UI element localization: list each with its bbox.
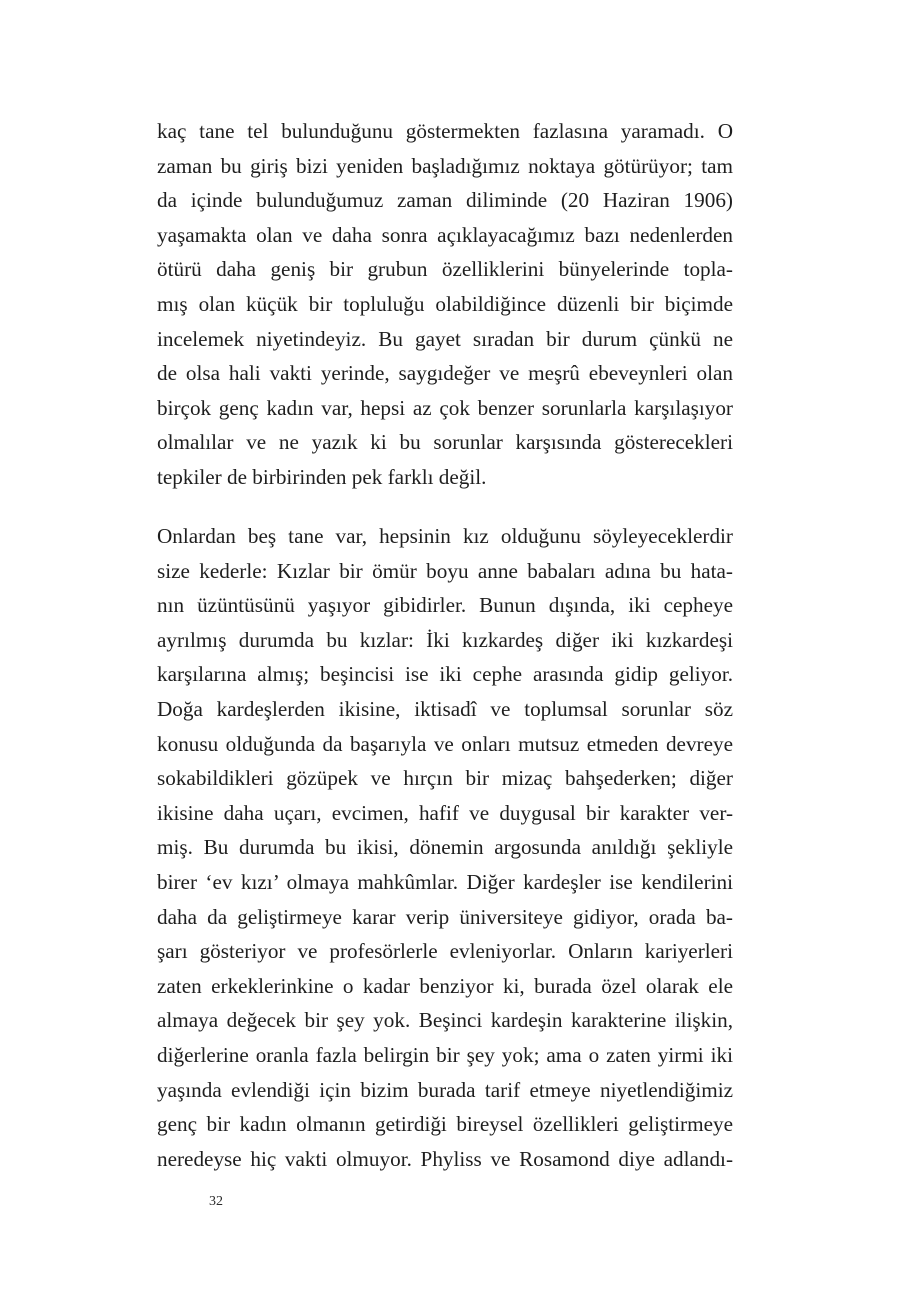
text-line: Doğa kardeşlerden ikisine, iktisadî ve toplumsal sorunlar söz (157, 696, 733, 721)
text-line: zaten erkeklerinkine o kadar benziyor ki, burada özel olarak ele (157, 973, 733, 998)
text-line: karşılarına almış; beşincisi ise iki cephe arasında gidip geliyor. (157, 662, 733, 687)
text-line: şarı gösteriyor ve profesörlerle evleniyorlar. Onların kariyerleri (157, 939, 733, 964)
text-line: yaşında evlendiği için bizim burada tarif etmeye niyetlendiğimiz (157, 1077, 733, 1102)
text-line: tepkiler de birbirinden pek farklı değil. (157, 464, 487, 489)
text-line: de olsa hali vakti yerinde, saygıdeğer ve meşrû ebeveynleri olan (157, 361, 733, 386)
text-line: yaşamakta olan ve daha sonra açıklayacağımız bazı nedenlerden (157, 222, 733, 247)
text-line: genç bir kadın olmanın getirdiği bireysel özellikleri geliştirmeye (157, 1112, 733, 1137)
text-line: daha da geliştirmeye karar verip üniversiteye gidiyor, orada ba- (157, 904, 733, 929)
text-line: ayrılmış durumda bu kızlar: İki kızkardeş diğer iki kızkardeşi (157, 627, 733, 652)
text-line: size kederle: Kızlar bir ömür boyu anne babaları adına bu hata- (157, 558, 733, 583)
paragraph-2 (157, 519, 733, 1176)
text-line: olmalılar ve ne yazık ki bu sorunlar karşısında gösterecekleri (157, 430, 733, 455)
text-line: diğerlerine oranla fazla belirgin bir şey yok; ama o zaten yirmi iki (157, 1042, 733, 1067)
text-line: sokabildikleri gözüpek ve hırçın bir mizaç bahşederken; diğer (157, 766, 733, 791)
text-line: birer ‘ev kızı’ olmaya mahkûmlar. Diğer kardeşler ise kendilerini (157, 869, 733, 894)
text-line: birçok genç kadın var, hepsi az çok benzer sorunlarla karşılaşıyor (157, 395, 733, 420)
paragraph-1 (157, 114, 733, 495)
text-line: ikisine daha uçarı, evcimen, hafif ve duygusal bir karakter ver- (157, 800, 733, 825)
text-line: almaya değecek bir şey yok. Beşinci kardeşin karakterine ilişkin, (157, 1008, 733, 1033)
text-line: neredeyse hiç vakti olmuyor. Phyliss ve Rosamond diye adlandı- (157, 1146, 733, 1171)
text-line: nın üzüntüsünü yaşıyor gibidirler. Bunun dışında, iki cepheye (157, 593, 733, 618)
page-number: 32 (209, 1194, 223, 1209)
text-line: mış olan küçük bir topluluğu olabildiğince düzenli bir biçimde (157, 291, 733, 316)
text-line: incelemek niyetindeyiz. Bu gayet sıradan bir durum çünkü ne (157, 326, 733, 351)
text-line: kaç tane tel bulunduğunu göstermekten fazlasına yaramadı. O (157, 119, 733, 143)
text-line: konusu olduğunda da başarıyla ve onları mutsuz etmeden devreye (157, 731, 733, 756)
text-line: miş. Bu durumda bu ikisi, dönemin argosunda anıldığı şekliyle (157, 835, 733, 860)
text-line: ötürü daha geniş bir grubun özelliklerini bünyelerinde topla- (157, 257, 733, 282)
text-line: zaman bu giriş bizi yeniden başladığımız noktaya götürüyor; tam (157, 153, 733, 178)
text-line: Onlardan beş tane var, hepsinin kız olduğunu söyleyeceklerdir (157, 524, 733, 548)
text-line: da içinde bulunduğumuz zaman diliminde (20 Haziran 1906) (157, 188, 733, 213)
